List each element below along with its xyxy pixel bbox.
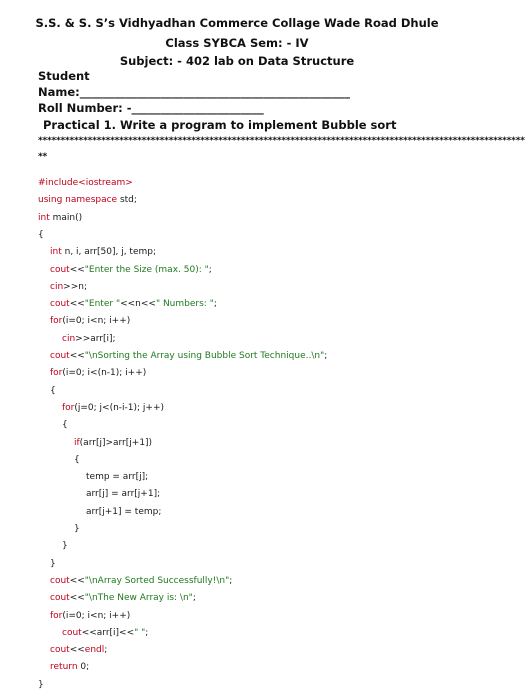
code-keyword: cout — [50, 575, 70, 586]
code-text: >>arr[i]; — [75, 333, 116, 344]
code-text: } — [50, 558, 56, 569]
code-string: "\nSorting the Array using Bubble Sort Technique..\n" — [84, 351, 325, 361]
code-text: 0; — [80, 662, 90, 673]
code-keyword: cin — [62, 333, 76, 344]
code-text: ; — [145, 627, 149, 638]
code-keyword: for — [50, 316, 63, 327]
code-string: "\nThe New Array is: \n" — [84, 593, 193, 604]
code-line — [86, 507, 161, 517]
code-text: (i=0; i<(n-1); i++) — [62, 368, 147, 379]
code-keyword: endl — [84, 645, 105, 656]
code-keyword: cout — [50, 351, 70, 361]
code-line — [50, 282, 87, 292]
code-keyword: cout — [62, 627, 82, 638]
code-text: { — [38, 229, 44, 240]
code-text: arr[j] = arr[j+1]; — [86, 489, 161, 500]
code-line — [50, 576, 232, 586]
code-text: (i=0; i<n; i++) — [62, 610, 131, 621]
code-text: { — [50, 385, 56, 396]
code-line — [50, 351, 327, 361]
code-string: " Numbers: " — [155, 299, 214, 310]
code-line — [86, 472, 148, 482]
code-line — [74, 524, 80, 534]
code-text: <<arr[i]<< — [81, 627, 135, 638]
code-line — [62, 334, 116, 344]
code-line — [50, 593, 196, 603]
code-text: (i=0; i<n; i++) — [62, 316, 131, 327]
roll-number-label: Roll Number: -_______________________ — [38, 101, 264, 115]
code-line — [50, 386, 56, 396]
code-keyword: cin — [50, 281, 64, 292]
code-line — [50, 645, 107, 655]
code-line — [50, 368, 146, 378]
code-line — [86, 489, 160, 499]
code-text: >>n; — [63, 281, 87, 292]
code-keyword: cout — [50, 645, 70, 656]
code-line — [62, 420, 68, 430]
college-title: S.S. & S. S’s Vidhyadhan Commerce Collage Wade Road Dhule — [35, 16, 439, 30]
code-string: "Enter the Size (max. 50): " — [84, 264, 209, 275]
code-keyword: int — [38, 212, 53, 223]
code-text: ; — [229, 575, 233, 586]
code-text: arr[j+1] = temp; — [86, 506, 162, 517]
code-string: " " — [134, 627, 146, 638]
code-line — [62, 403, 164, 413]
code-keyword: using namespace — [38, 195, 120, 206]
code-line — [38, 213, 82, 223]
code-text: ; — [192, 593, 196, 604]
code-text: << — [69, 351, 85, 361]
code-text: << — [69, 645, 85, 656]
divider-stars-tail: ** — [38, 152, 48, 162]
code-line — [38, 195, 137, 205]
code-line — [38, 230, 44, 240]
code-keyword: cout — [50, 299, 70, 310]
code-text: main() — [52, 212, 83, 223]
code-keyword: for — [50, 610, 63, 621]
code-line — [50, 611, 130, 621]
code-keyword: if — [74, 437, 80, 448]
code-keyword: for — [62, 402, 75, 413]
code-line — [50, 247, 156, 257]
code-line — [50, 559, 56, 569]
code-text: << — [69, 299, 85, 310]
code-text: << — [69, 264, 85, 275]
code-line — [62, 628, 148, 638]
code-text: ; — [324, 351, 328, 361]
code-line — [74, 455, 80, 465]
code-line — [50, 265, 212, 275]
code-text: << — [69, 593, 85, 604]
code-line — [50, 316, 130, 326]
code-text: } — [38, 679, 44, 690]
code-text: } — [62, 541, 68, 552]
code-keyword: #include<iostream> — [38, 178, 133, 188]
code-text: { — [74, 454, 80, 465]
code-string: "\nArray Sorted Successfully!\n" — [84, 575, 230, 586]
code-line — [38, 178, 133, 188]
student-label: Student — [38, 69, 90, 83]
divider-stars: ************************************************************************************************************ — [38, 136, 525, 146]
code-keyword: cout — [50, 593, 70, 604]
code-text: std; — [119, 195, 137, 206]
subject-line: Subject: - 402 lab on Data Structure — [119, 54, 355, 68]
code-text: <<n<< — [120, 299, 156, 310]
code-line — [38, 680, 44, 690]
name-field-label: Name:_______________________________________________ — [38, 85, 351, 99]
code-text: { — [62, 420, 68, 431]
code-keyword: return — [50, 662, 81, 673]
code-text: ; — [104, 645, 108, 656]
code-line — [74, 438, 152, 448]
code-line — [50, 299, 217, 309]
code-keyword: for — [50, 368, 63, 379]
code-text: << — [69, 575, 85, 586]
code-text: } — [74, 524, 80, 534]
practical-title: Practical 1. Write a program to implement Bubble sort — [43, 118, 397, 132]
code-string: "Enter " — [84, 299, 121, 310]
class-line: Class SYBCA Sem: - IV — [165, 36, 309, 50]
code-line — [50, 662, 89, 672]
code-keyword: int — [50, 247, 65, 258]
code-text: n, i, arr[50], j, temp; — [64, 247, 157, 258]
code-text: temp = arr[j]; — [86, 472, 149, 483]
code-keyword: cout — [50, 264, 70, 275]
code-text: ; — [213, 299, 217, 310]
code-text: (j=0; j<(n-i-1); j++) — [74, 402, 165, 413]
code-text: ; — [208, 264, 212, 275]
code-line — [62, 541, 68, 551]
code-text: (arr[j]>arr[j+1]) — [79, 437, 153, 448]
